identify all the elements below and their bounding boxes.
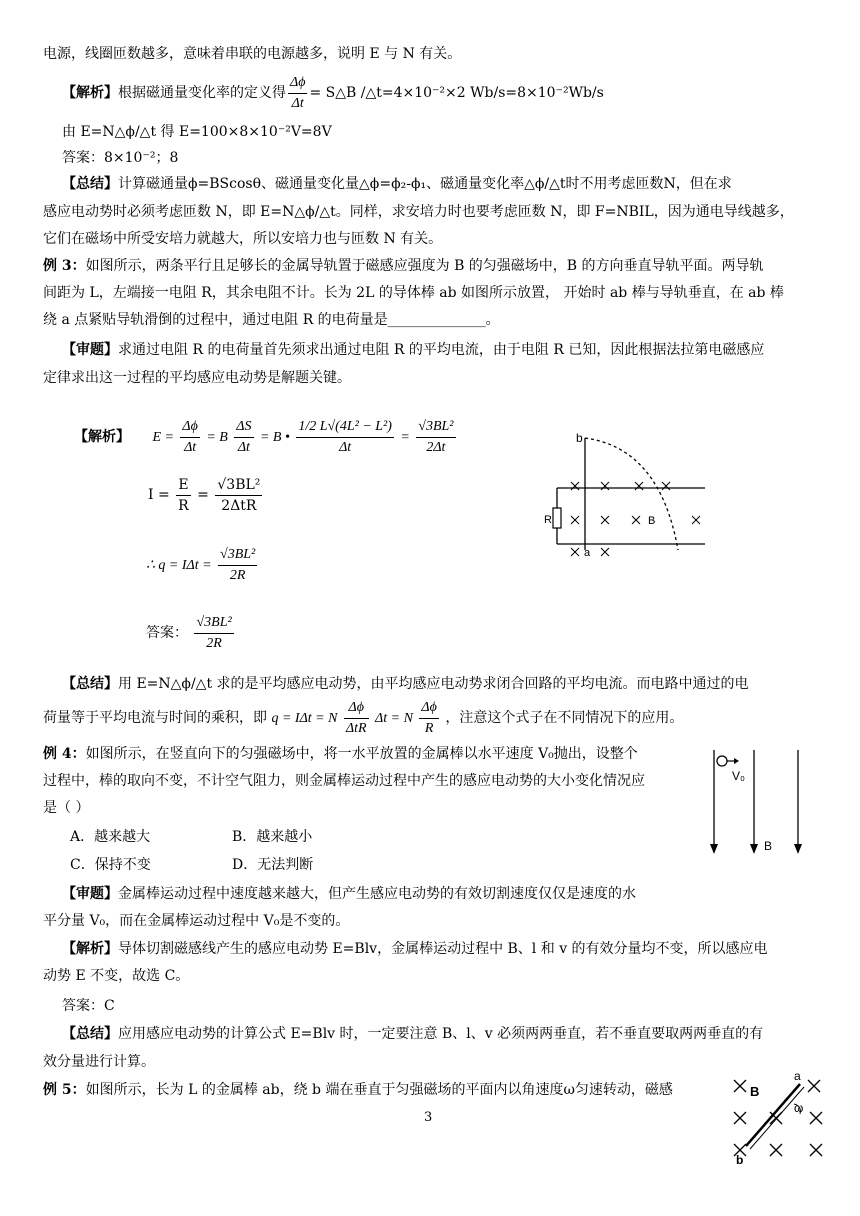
text-line: 感应电动势时必须考虑匝数 N，即 E=N△ϕ/△t。同样，求安培力时也要考虑匝数 N，即 F=NBIL，因为通电导线越多， xyxy=(43,204,794,220)
option-d: D．无法判断 xyxy=(232,857,314,873)
equation-emf: 【解析】 E = $\frac{\Delta\phi}{\Delta t}$ = B $\frac{\Delta S}{\Delta t}$ = B • $\frac{\text{1/2 L√(4L² − L²)}}{\Delta t}$ = $\frac{\text{√3BL²}}{2\Delta t}$ xyxy=(74,406,458,469)
analysis-tag: 【解析】 xyxy=(74,429,130,445)
text: 应用感应电动势的计算公式 E=Blv 时，一定要注意 B、l、v 必须两两垂直，若不垂直要取两两垂直的有 xyxy=(118,1026,764,1042)
answer-line xyxy=(146,608,236,658)
text: 用 E=N△ϕ/△t 求的是平均感应电动势，由平均感应电动势求闭合回路的平均电流。而电路中通过的电 xyxy=(118,676,749,692)
review-line xyxy=(62,884,636,904)
option-c: C．保持不变 xyxy=(70,857,151,873)
option-a: A．越来越大 xyxy=(70,829,151,845)
text: 如图所示，长为 L 的金属棒 ab，绕 b 端在垂直于匀强磁场的平面内以角速度ω匀速转动，磁感 xyxy=(85,1082,673,1098)
equation-charge xyxy=(146,540,259,591)
text: ，注意这个式子在不同情况下的应用。 xyxy=(445,710,684,726)
fraction: Δϕ ΔtR xyxy=(345,699,367,736)
review-line xyxy=(62,340,764,360)
summary-tag: 【总结】 xyxy=(62,176,118,192)
analysis-tag: 【解析】 xyxy=(62,85,118,101)
label-v0: V₀ xyxy=(732,769,745,783)
text: 如图所示，在竖直向下的匀强磁场中，将一水平放置的金属棒以水平速度 V₀抛出，设整个 xyxy=(85,746,638,762)
review-tag: 【审题】 xyxy=(62,886,118,902)
falling-rod-figure xyxy=(708,744,808,859)
summary-line xyxy=(62,174,732,194)
example-tag: 例 5： xyxy=(43,1082,86,1098)
text: 根据磁通量变化率的定义得 xyxy=(118,85,286,101)
summary-line xyxy=(62,1024,763,1044)
summary-formula-line xyxy=(43,696,683,741)
eq-symbol: = B • xyxy=(259,430,290,445)
text-line: 电源，线圈匝数越多，意味着串联的电源越多，说明 E 与 N 有关。 xyxy=(43,46,462,62)
eq-symbol: Δt = N xyxy=(375,711,413,726)
analysis-tag: 【解析】 xyxy=(62,941,118,957)
label-b: b xyxy=(736,1153,744,1167)
summary-tag: 【总结】 xyxy=(62,1026,118,1042)
text-line: 平分量 V₀，而在金属棒运动过程中 V₀是不变的。 xyxy=(43,913,350,929)
answer-line: 答案：C xyxy=(62,998,115,1014)
fraction: $\frac{\Delta\phi}{\Delta t}$ xyxy=(290,74,306,111)
summary-tag: 【总结】 xyxy=(62,676,118,692)
example-tag: 例 4： xyxy=(43,746,86,762)
text-line: 过程中，棒的取向不变，不计空气阻力，则金属棒运动过程中产生的感应电动势的大小变化情况应 xyxy=(43,773,645,789)
page-number: 3 xyxy=(424,1110,433,1125)
label-B: B xyxy=(750,1084,760,1099)
fraction: $\frac{\text{√3BL²}}{2\Delta t}$ xyxy=(418,418,454,455)
text: 荷量等于平均电流与时间的乘积，即 xyxy=(43,710,267,726)
fraction: $\frac{E}{R}$ xyxy=(178,476,189,514)
text-line: 是（ ） xyxy=(43,800,90,816)
text-line: 效分量进行计算。 xyxy=(43,1054,155,1070)
analysis-line xyxy=(62,939,768,959)
summary-line xyxy=(62,674,749,694)
option-b: B．越来越小 xyxy=(232,829,313,845)
example-4-line xyxy=(43,744,638,764)
label-R: R xyxy=(544,514,552,526)
fraction: $\frac{\text{√3BL²}}{2R}$ xyxy=(196,614,232,651)
example-3-line xyxy=(43,256,764,276)
label-B: B xyxy=(764,839,773,853)
example-tag: 例 3： xyxy=(43,258,86,274)
label-a: a xyxy=(794,1069,801,1083)
text-line: 间距为 L，左端接一电阻 R，其余电阻不计。长为 2L 的导体棒 ab 如图所示放置， 开始时 ab 棒与导轨垂直，在 ab 棒 xyxy=(43,285,784,301)
label-b: b xyxy=(576,431,583,445)
eq-symbol: ∴ q = IΔt = xyxy=(146,558,212,573)
fraction: $\frac{\Delta S}{\Delta t}$ xyxy=(236,418,252,455)
label-a: a xyxy=(584,547,591,559)
text-line: 绕 a 点紧贴导轨滑倒的过程中，通过电阻 R 的电荷量是______________。 xyxy=(43,312,500,328)
fraction: $\frac{\text{1/2 L√(4L² − L²)}}{\Delta t}$ xyxy=(298,418,392,455)
text-line: 它们在磁场中所受安培力就越大，所以安培力也与匝数 N 有关。 xyxy=(43,231,443,247)
text: 金属棒运动过程中速度越来越大，但产生感应电动势的有效切割速度仅仅是速度的水 xyxy=(118,886,636,902)
eq-symbol: q = IΔt = N xyxy=(271,711,338,726)
equation-current: I = $\frac{E}{R}$ = √3BL² 2ΔtR xyxy=(148,476,261,514)
text: 计算磁通量ϕ=BScosθ、磁通量变化量△ϕ=ϕ₂-ϕ₁、磁通量变化率△ϕ/△t时不用考虑匝数N，但在求 xyxy=(118,176,732,192)
eq-symbol: E = xyxy=(152,430,174,445)
text: 求通过电阻 R 的电荷量首先须求出通过电阻 R 的平均电流，由于电阻 R 已知，因此根据法拉第电磁感应 xyxy=(118,342,765,358)
fraction: $\frac{\text{√3BL²}}{2R}$ xyxy=(220,546,256,583)
answer-line: 答案：8×10⁻²；8 xyxy=(62,150,179,166)
fraction: $\frac{\Delta\phi}{R}$ xyxy=(421,699,437,736)
label-B: B xyxy=(648,515,656,527)
analysis-line-1 xyxy=(62,72,604,114)
review-tag: 【审题】 xyxy=(62,342,118,358)
text-line: 定律求出这一过程的平均感应电动势是解题关键。 xyxy=(43,370,351,386)
text-line: 由 E=N△ϕ/△t 得 E=100×8×10⁻²V=8V xyxy=(62,124,332,140)
text: = S△B /△t=4×10⁻²×2 Wb/s=8×10⁻²Wb/s xyxy=(309,85,604,101)
eq-symbol: I = xyxy=(148,487,170,503)
rail-figure xyxy=(540,428,720,578)
text: 导体切割磁感线产生的感应电动势 E=Blv，金属棒运动过程中 B、l 和 v 的有效分量均不变，所以感应电 xyxy=(118,941,768,957)
label-omega: ω xyxy=(794,1101,804,1115)
text-line: 动势 E 不变，故选 C。 xyxy=(43,968,190,984)
eq-symbol: = B xyxy=(206,430,228,445)
text: 如图所示，两条平行且足够长的金属导轨置于磁感应强度为 B 的匀强磁场中，B 的方向垂直导轨平面。两导轨 xyxy=(85,258,764,274)
fraction: $\frac{\Delta\phi}{\Delta t}$ xyxy=(182,418,198,455)
example-5-line xyxy=(43,1080,673,1100)
field-crosses xyxy=(571,482,700,556)
answer-label: 答案： xyxy=(146,625,188,641)
fraction: √3BL² 2ΔtR xyxy=(217,476,261,514)
rotating-rod-figure xyxy=(730,1069,830,1172)
